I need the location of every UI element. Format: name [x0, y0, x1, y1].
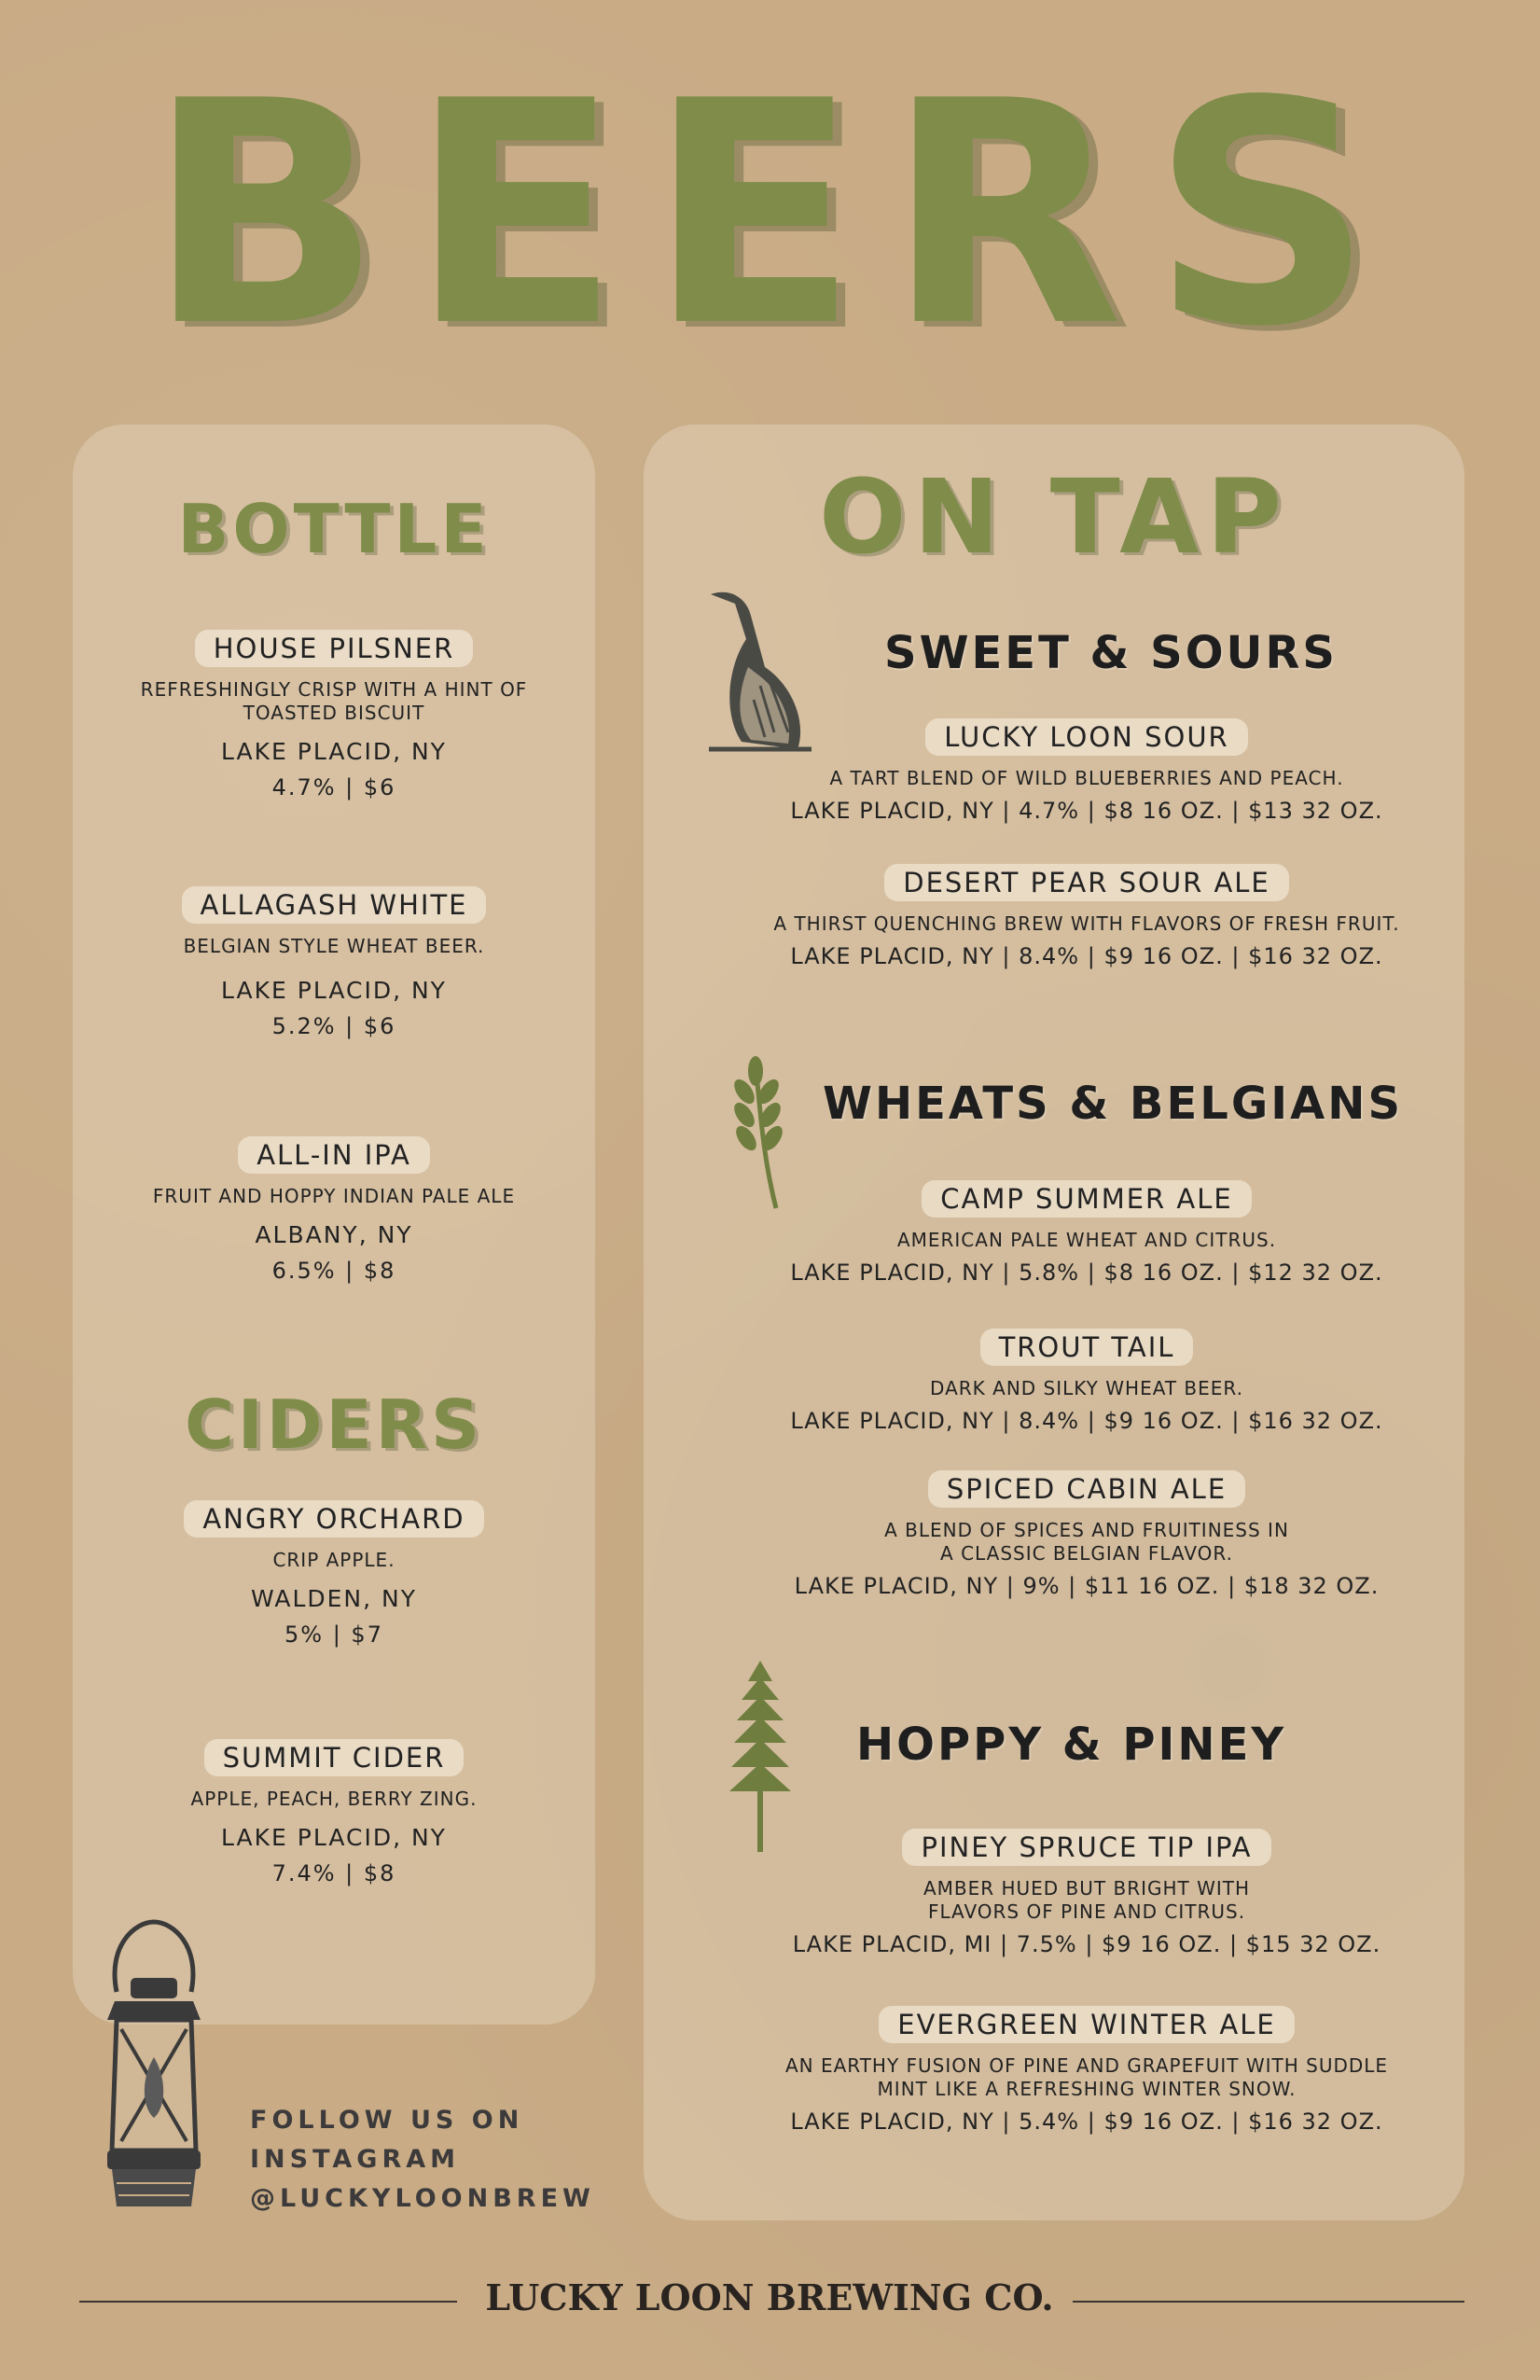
page-title: BEERS: [146, 35, 1402, 394]
cider-location: WALDEN, NY: [251, 1585, 417, 1612]
beer-description: AMERICAN PALE WHEAT AND CITRUS.: [896, 1229, 1277, 1251]
tap-item: [672, 1829, 1502, 1957]
footer-divider-left: [79, 2301, 457, 2303]
beer-details: LAKE PLACID, NY | 5.8% | $8 16 OZ. | $12 32 OZ.: [790, 1260, 1383, 1286]
category-heading: HOPPY & PINEY: [856, 1719, 1287, 1771]
tap-item: [672, 864, 1502, 969]
instagram-text: INSTAGRAM: [250, 2145, 461, 2174]
beer-name: EVERGREEN WINTER ALE: [879, 2006, 1294, 2043]
beer-name: LUCKY LOON SOUR: [925, 718, 1247, 756]
pine-tree-icon: [728, 1661, 793, 1852]
beer-details: LAKE PLACID, NY | 4.7% | $8 16 OZ. | $13 32 OZ.: [790, 798, 1383, 824]
beer-price: 6.5% | $8: [271, 1258, 396, 1284]
beer-details: LAKE PLACID, NY | 5.4% | $9 16 OZ. | $16 32 OZ.: [790, 2109, 1383, 2135]
on-tap-heading: ON TAP: [818, 457, 1290, 577]
beer-description: AMBER HUED BUT BRIGHT WITH FLAVORS OF PINE AND CITRUS.: [923, 1877, 1251, 1923]
lantern-icon: [79, 1917, 229, 2225]
social-block: [250, 2101, 604, 2219]
tap-item: [672, 1470, 1502, 1599]
beer-description: REFRESHINGLY CRISP WITH A HINT OF TOASTED BISCUIT: [140, 678, 528, 724]
bottle-item: [73, 1136, 595, 1284]
beer-details: LAKE PLACID, NY | 8.4% | $9 16 OZ. | $16 32 OZ.: [790, 943, 1383, 969]
beer-location: ALBANY, NY: [255, 1221, 413, 1248]
beer-description: A TART BLEND OF WILD BLUEBERRIES AND PEACH.: [829, 767, 1344, 789]
category-heading: WHEATS & BELGIANS: [823, 1078, 1404, 1130]
tap-item: [672, 2006, 1502, 2135]
cider-price: 7.4% | $8: [271, 1860, 396, 1886]
tap-item: [672, 718, 1502, 824]
beer-name: ALLAGASH WHITE: [182, 886, 487, 924]
bottle-heading: BOTTLE: [177, 490, 491, 568]
tap-item: [672, 1180, 1502, 1286]
beer-name: TROUT TAIL: [980, 1329, 1194, 1366]
bottle-item: [73, 886, 595, 1039]
beer-description: AN EARTHY FUSION OF PINE AND GRAPEFUIT WITH SUDDLE MINT LIKE A REFRESHING WINTER SNOW.: [784, 2054, 1389, 2100]
beer-details: LAKE PLACID, NY | 8.4% | $9 16 OZ. | $16 32 OZ.: [790, 1408, 1383, 1434]
beer-details: LAKE PLACID, NY | 9% | $11 16 OZ. | $18 32 OZ.: [794, 1573, 1380, 1599]
cider-location: LAKE PLACID, NY: [221, 1824, 447, 1851]
cider-description: CRIP APPLE.: [272, 1549, 395, 1571]
tap-item: [672, 1329, 1502, 1434]
cider-price: 5% | $7: [284, 1621, 383, 1648]
cider-name: ANGRY ORCHARD: [184, 1500, 483, 1538]
beer-price: 4.7% | $6: [271, 774, 396, 800]
beer-description: DARK AND SILKY WHEAT BEER.: [930, 1377, 1243, 1399]
beer-name: PINEY SPRUCE TIP IPA: [902, 1829, 1270, 1866]
beer-location: LAKE PLACID, NY: [221, 738, 447, 765]
cider-item: [73, 1500, 595, 1648]
cider-name: SUMMIT CIDER: [204, 1739, 465, 1776]
beer-name: HOUSE PILSNER: [195, 630, 474, 667]
footer-divider-right: [1073, 2301, 1464, 2303]
beer-price: 5.2% | $6: [271, 1013, 396, 1039]
footer-brand: LUCKY LOON BREWING CO.: [485, 2276, 1054, 2318]
ciders-heading: CIDERS: [185, 1385, 483, 1464]
beer-location: LAKE PLACID, NY: [221, 977, 447, 1004]
instagram-handle[interactable]: @LUCKYLOONBREW: [250, 2184, 595, 2213]
beer-name: DESERT PEAR SOUR ALE: [884, 864, 1289, 901]
beer-description: A BLEND OF SPICES AND FRUITINESS IN A CLASSIC BELGIAN FLAVOR.: [884, 1519, 1289, 1565]
bottle-item: [73, 630, 595, 800]
beer-description: FRUIT AND HOPPY INDIAN PALE ALE: [152, 1185, 516, 1207]
cider-description: APPLE, PEACH, BERRY ZING.: [190, 1788, 478, 1810]
beer-description: A THIRST QUENCHING BREW WITH FLAVORS OF FRESH FRUIT.: [773, 912, 1400, 935]
cider-item: [73, 1739, 595, 1886]
beer-name: CAMP SUMMER ALE: [922, 1180, 1252, 1218]
category-heading: SWEET & SOURS: [884, 627, 1338, 679]
beer-name: ALL-IN IPA: [238, 1136, 430, 1174]
beer-description: BELGIAN STYLE WHEAT BEER.: [183, 935, 485, 957]
beer-details: LAKE PLACID, MI | 7.5% | $9 16 OZ. | $15 32 OZ.: [792, 1931, 1381, 1957]
beer-name: SPICED CABIN ALE: [928, 1470, 1245, 1508]
follow-text: FOLLOW US ON: [250, 2106, 524, 2135]
